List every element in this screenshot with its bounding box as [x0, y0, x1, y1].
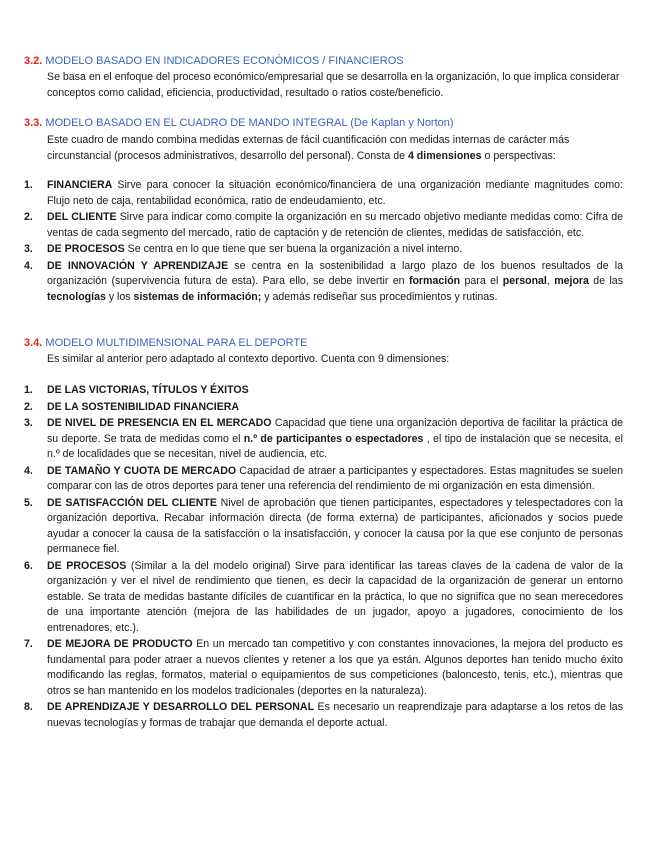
- item-number: 2.: [24, 211, 33, 223]
- section-body-3-3: [47, 132, 623, 164]
- item-number: 4.: [24, 259, 33, 272]
- body-bold: 4 dimensiones: [407, 150, 482, 162]
- section-title: MODELO BASADO EN INDICADORES ECONÓMICOS / FINANCIEROS: [45, 55, 404, 67]
- section-title-close: ): [449, 117, 454, 129]
- section-subtitle: De Kaplan y Norton: [353, 117, 450, 129]
- item-text: Sirve para conocer la situación económico/financiera de una organización mediante magnitudes como: Flujo neto de caja, rentabilidad económica, ratio de endeudamiento, etc.: [47, 179, 623, 207]
- item-number: 3.: [24, 417, 33, 429]
- item-bold: n.º de participantes o espectadores: [243, 432, 424, 445]
- list-3-4: [0, 383, 623, 732]
- section-title: MODELO BASADO EN EL CUADRO DE MANDO INTEGRAL (: [45, 117, 354, 129]
- body-text: o perspectivas:: [481, 150, 556, 162]
- item-text: Es necesario un reaprendizaje para adaptarse a los retos de las nuevas tecnologías y formas de trabajar que demanda el deporte actual.: [47, 701, 623, 729]
- item-text: y los: [105, 290, 134, 303]
- item-text: , el tipo de instalación que se necesita, el n.º de localidades que se necesitan, nivel de audiencia, etc.: [47, 432, 624, 460]
- item-title: FINANCIERA: [47, 179, 113, 191]
- item-title: DE MEJORA DE PRODUCTO: [47, 638, 193, 650]
- section-number: 3.4.: [24, 337, 43, 349]
- list-item: [0, 259, 623, 306]
- item-text: Nivel de aprobación que tienen participantes, espectadores y telespectadores con la organización deportiva. Recabar información directa (de forma externa) de participantes, aficionados y socios puede ayudar a conocer la causa de la satisfacción o la insatisfacción, y conocer la causa por la que ese conjunto de personas permanece fiel.: [47, 496, 623, 555]
- item-text: Capacidad de atraer a participantes y espectadores. Estas magnitudes se suelen comparar con las de otros deportes para tener una referencia del rendimiento de mi organización en esta dimensión.: [47, 464, 623, 492]
- item-text: (Similar a la del modelo original) Sirve para identificar las tareas claves de la cadena de valor de la organización y ver el nivel de rendimiento que tienen, es decir la capacidad de la organización de generar un entorno estable. Se trata de medidas bastante difíciles de cuantificar en la práctica, lo que no significa que no sean merecedores de una importante atención (mejora de las habilidades de un jugador, apoyo a jugadores, conocimiento de los entrenadores, etc.).: [47, 559, 623, 634]
- item-number: 2.: [24, 400, 33, 413]
- item-title: DE APRENDIZAJE Y DESARROLLO DEL PERSONAL: [47, 701, 315, 713]
- item-title: DEL CLIENTE: [47, 211, 117, 223]
- item-text: En un mercado tan competitivo y con constantes innovaciones, la mejora del producto es fundamental para poder atraer a nuevos clientes y retener a los que ya están. Algunos deportes han tenido mucho éxito modificando las reglas, formatos, material o equipamientos de sus competiciones (baloncesto, tenis, etc.), mientras que otros se han mantenido en los modelos tradicionales (deportes en la naturaleza).: [47, 638, 623, 697]
- list-item: [0, 383, 623, 399]
- item-bold: mejora: [554, 275, 589, 287]
- list-item: [0, 210, 623, 241]
- item-number: 1.: [24, 384, 33, 396]
- item-bold: tecnologías: [47, 290, 106, 303]
- item-title: DE SATISFACCIÓN DEL CLIENTE: [47, 496, 217, 509]
- item-text: Capacidad que tiene una organización deportiva de facilitar la práctica de su deporte. Se trata de medidas como el: [47, 417, 624, 445]
- section-body-3-2: Se basa en el enfoque del proceso económico/empresarial que se desarrolla en la organización, lo que implica considerar conceptos como calidad, eficiencia, productividad, resultado o ratios coste/beneficio.: [47, 71, 620, 99]
- item-text: Sirve para indicar como compite la organización en su mercado objetivo mediante medidas como: Cifra de ventas de cada segmento del mercado, ratio de captación y de retención de clientes, medidas de satisfacción, etc.: [47, 211, 623, 239]
- list-3-3: [0, 178, 623, 306]
- item-number: 5.: [24, 496, 33, 509]
- item-bold: personal: [502, 275, 547, 287]
- section-number: 3.2.: [24, 55, 43, 67]
- list-item: [0, 637, 623, 699]
- item-text: para el: [460, 275, 503, 287]
- item-text: Se centra en lo que tiene que ser buena la organización a nivel interno.: [124, 243, 463, 255]
- item-title: DE TAMAÑO Y CUOTA DE MERCADO: [47, 464, 237, 477]
- list-item: [0, 496, 623, 558]
- item-title: DE LA SOSTENIBILIDAD FINANCIERA: [47, 400, 240, 413]
- item-title: DE LAS VICTORIAS, TÍTULOS Y ÉXITOS: [47, 384, 249, 396]
- item-number: 6.: [24, 559, 33, 572]
- list-item: [0, 178, 623, 209]
- item-bold: formación: [408, 275, 461, 287]
- item-number: 1.: [24, 179, 33, 191]
- body-text: Este cuadro de mando combina medidas externas de fácil cuantificación con medidas internas de carácter más circunstancial (procesos administrativos, desarrollo del personal). Consta de: [47, 134, 570, 162]
- item-title: DE PROCESOS: [47, 559, 127, 572]
- section-title: MODELO MULTIDIMENSIONAL PARA EL DEPORTE: [45, 337, 308, 349]
- item-bold: sistemas de información;: [133, 290, 262, 303]
- item-title: DE PROCESOS: [47, 243, 125, 255]
- section-heading-3-2: [24, 55, 404, 67]
- item-text: ,: [546, 275, 555, 287]
- list-item: [0, 416, 623, 463]
- item-text: y además rediseñar sus procedimientos y rutinas.: [261, 290, 498, 303]
- list-item: [0, 464, 623, 495]
- item-text: de las: [588, 275, 623, 287]
- list-item: [0, 559, 623, 637]
- item-number: 7.: [24, 638, 33, 650]
- section-heading-3-3: [24, 117, 454, 129]
- section-body-3-4: Es similar al anterior pero adaptado al contexto deportivo. Cuenta con 9 dimensiones:: [47, 353, 450, 365]
- item-number: 3.: [24, 243, 33, 255]
- item-number: 4.: [24, 464, 33, 477]
- list-item: [0, 242, 623, 258]
- list-item: [0, 400, 623, 416]
- item-text: se centra en la sostenibilidad a largo plazo de los buenos resultados de la organización (supervivencia futura de esta). Para ello, se debe invertir en: [47, 259, 623, 287]
- section-heading-3-4: [24, 337, 307, 349]
- section-number: 3.3.: [24, 117, 43, 129]
- item-title: DE NIVEL DE PRESENCIA EN EL MERCADO: [47, 417, 272, 429]
- list-item: [0, 700, 623, 731]
- item-number: 8.: [24, 701, 33, 713]
- item-title: DE INNOVACIÓN Y APRENDIZAJE: [47, 259, 229, 272]
